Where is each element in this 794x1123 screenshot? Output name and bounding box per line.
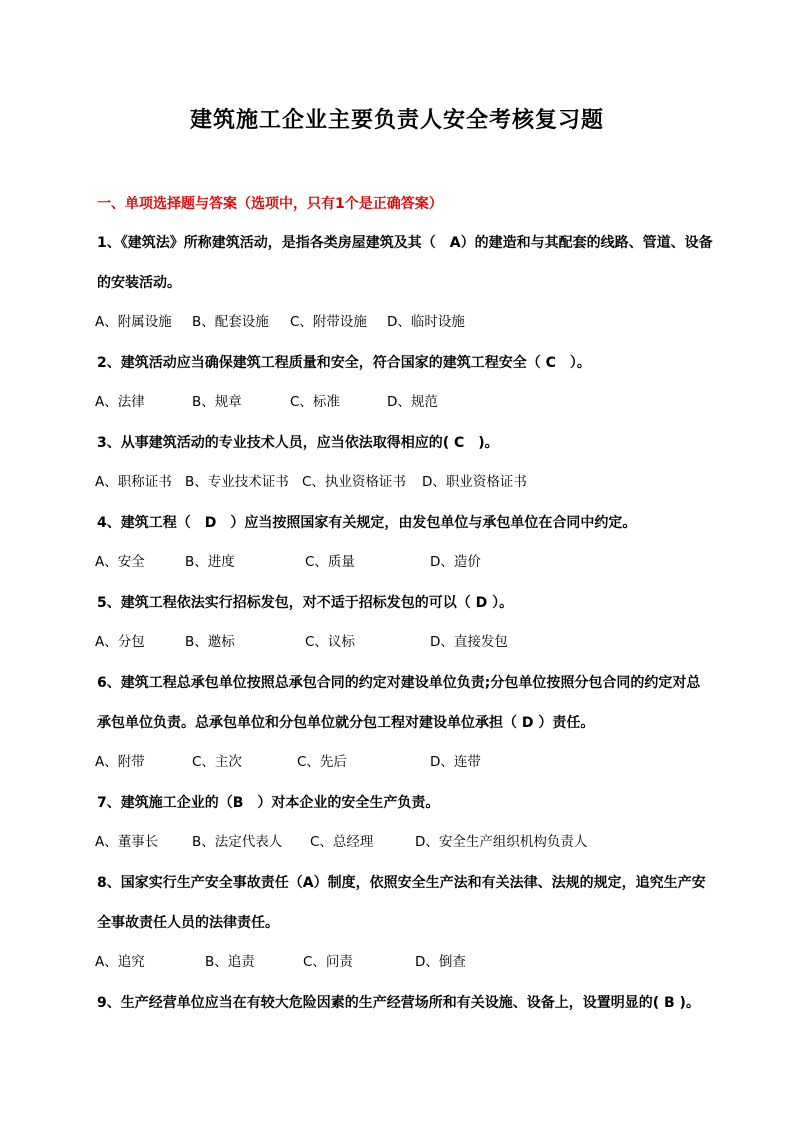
option-b: B、配套设施: [192, 314, 269, 330]
option-b: B、追责: [205, 954, 255, 970]
question-text-line: 3、从事建筑活动的专业技术人员，应当依法取得相应的( C )。: [97, 435, 499, 451]
option-c: C、执业资格证书: [302, 474, 406, 490]
option-c: C、总经理: [310, 834, 374, 850]
option-a: A、追究: [95, 954, 145, 970]
option-a: A、法律: [95, 394, 145, 410]
question-text-line: 1、《建筑法》所称建筑活动，是指各类房屋建筑及其（ A）的建造和与其配套的线路、管道、设备: [97, 235, 713, 251]
question-7: [97, 783, 712, 823]
question-text-line: 4、建筑工程（ D ）应当按照国家有关规定，由发包单位与承包单位在合同中约定。: [97, 515, 637, 531]
option-a: A、安全: [95, 554, 145, 570]
question-9: [97, 983, 712, 1023]
question-text-line: 2、建筑活动应当确保建筑工程质量和安全，符合国家的建筑工程安全（ C ）。: [97, 355, 591, 371]
option-a: A、董事长: [95, 834, 159, 850]
question-3: [97, 423, 712, 463]
question-text-line: 9、生产经营单位应当在有较大危险因素的生产经营场所和有关设施、设备上，设置明显的( B )。: [97, 995, 700, 1011]
option-c: C、议标: [305, 634, 355, 650]
question-text-line: 7、建筑施工企业的（B ）对本企业的安全生产负责。: [97, 795, 440, 811]
question-8: [97, 863, 712, 943]
option-a: A、职称证书: [95, 474, 172, 490]
question-text-line: 6、建筑工程总承包单位按照总承包合同的约定对建设单位负责;分包单位按照分包合同的约定对总: [97, 675, 701, 691]
question-text-line: 的安装活动。: [97, 275, 181, 291]
question-1: [97, 223, 712, 303]
document-title: 建筑施工企业主要负责人安全考核复习题: [189, 107, 604, 133]
option-b: C、主次: [192, 754, 242, 770]
option-c: C、标准: [290, 394, 340, 410]
question-text-line: 8、国家实行生产安全事故责任（A）制度，依照安全生产法和有关法律、法规的规定，追究生产安: [97, 875, 706, 891]
option-d: D、安全生产组织机构负责人: [415, 834, 588, 850]
option-d: D、直接发包: [430, 634, 508, 650]
option-c: C、质量: [305, 554, 355, 570]
option-d: D、连带: [430, 754, 481, 770]
question-6: [97, 663, 712, 743]
question-text-line: 5、建筑工程依法实行招标发包，对不适于招标发包的可以（ D ）。: [97, 595, 514, 611]
option-c: C、附带设施: [290, 314, 367, 330]
option-a: A、分包: [95, 634, 145, 650]
option-d: D、规范: [387, 394, 438, 410]
option-c: C、先后: [297, 754, 347, 770]
option-b: B、邀标: [185, 634, 235, 650]
option-d: D、倒查: [415, 954, 466, 970]
option-d: D、职业资格证书: [422, 474, 527, 490]
question-5: [97, 583, 712, 623]
option-a: A、附带: [95, 754, 145, 770]
option-c: C、问责: [303, 954, 353, 970]
option-d: D、造价: [430, 554, 481, 570]
option-b: B、规章: [192, 394, 242, 410]
option-d: D、临时设施: [387, 314, 465, 330]
question-4: [97, 503, 712, 543]
option-b: B、法定代表人: [192, 834, 283, 850]
option-b: B、专业技术证书: [185, 474, 289, 490]
question-2: [97, 343, 712, 383]
section-heading: 一、单项选择题与答案（选项中，只有1个是正确答案）: [97, 196, 443, 212]
option-a: A、附属设施: [95, 314, 172, 330]
question-text-line: 全事故责任人员的法律责任。: [97, 915, 279, 931]
question-text-line: 承包单位负责。总承包单位和分包单位就分包工程对建设单位承担（ D ）责任。: [97, 715, 595, 731]
option-b: B、进度: [185, 554, 235, 570]
